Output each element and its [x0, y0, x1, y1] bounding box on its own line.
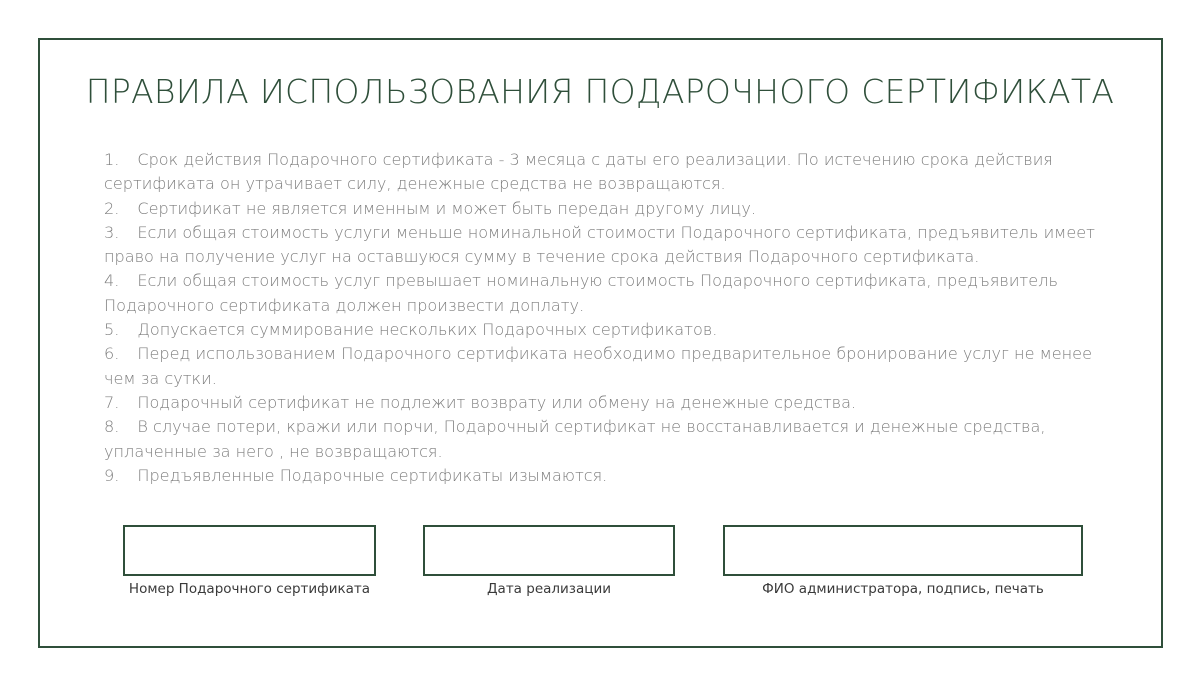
rule-number: 4. [104, 271, 120, 291]
rule-number: 9. [104, 465, 120, 485]
certificate-number-label: Номер Подарочного сертификата [128, 581, 371, 597]
certificate-number-field[interactable] [123, 525, 376, 576]
page-title: ПРАВИЛА ИСПОЛЬЗОВАНИЯ ПОДАРОЧНОГО СЕРТИФИКАТА [85, 72, 1115, 111]
rules-list [104, 148, 1114, 488]
rule-item [104, 318, 1114, 342]
administrator-signature-label: ФИО администратора, подпись, печать [762, 581, 1044, 597]
rule-text: Перед использованием Подарочного сертификата необходимо предварительное бронирование услуг не менее чем за сутки. [104, 344, 1092, 388]
rule-text: Предъявленные Подарочные сертификаты изымаются. [137, 465, 608, 485]
rule-text: Если общая стоимость услуги меньше номинальной стоимости Подарочного сертификата, предъявитель имеет право на получение услуг на оставшуюся сумму в течение срока действия Подарочного сертификата. [104, 222, 1095, 267]
rule-number: 8. [104, 417, 120, 437]
rule-item [104, 148, 1114, 197]
rule-number: 3. [104, 222, 120, 242]
rule-number: 7. [104, 392, 120, 412]
rule-number: 1. [104, 150, 120, 169]
sale-date-field[interactable] [423, 525, 675, 576]
rule-text: Срок действия Подарочного сертификата - 3 месяца с даты его реализации. По истечению срока действия сертификата он утрачивает силу, денежные средства не возвращаются. [104, 150, 1053, 194]
rule-number: 2. [104, 198, 120, 218]
rule-text: Если общая стоимость услуг превышает номинальную стоимость Подарочного сертификата, предъявитель Подарочного сертификата должен произвести доплату. [104, 271, 1058, 315]
administrator-signature-field[interactable] [723, 525, 1083, 576]
rule-item [104, 197, 1114, 221]
rule-text: Сертификат не является именным и может быть передан другому лицу. [137, 198, 757, 218]
rule-item [104, 221, 1114, 270]
rule-item [104, 391, 1114, 415]
rule-number: 5. [104, 320, 120, 340]
rule-item [104, 464, 1114, 488]
rule-item [104, 269, 1114, 318]
rule-number: 6. [104, 344, 120, 364]
rule-item [104, 342, 1114, 391]
rule-item [104, 415, 1114, 464]
rule-text: Подарочный сертификат не подлежит возврату или обмену на денежные средства. [137, 392, 857, 412]
sale-date-label: Дата реализации [487, 581, 611, 597]
rule-text: Допускается суммирование нескольких Подарочных сертификатов. [137, 320, 718, 340]
rule-text: В случае потери, кражи или порчи, Подарочный сертификат не восстанавливается и денежные средства, уплаченные за него , не возвращаются. [104, 417, 1046, 461]
